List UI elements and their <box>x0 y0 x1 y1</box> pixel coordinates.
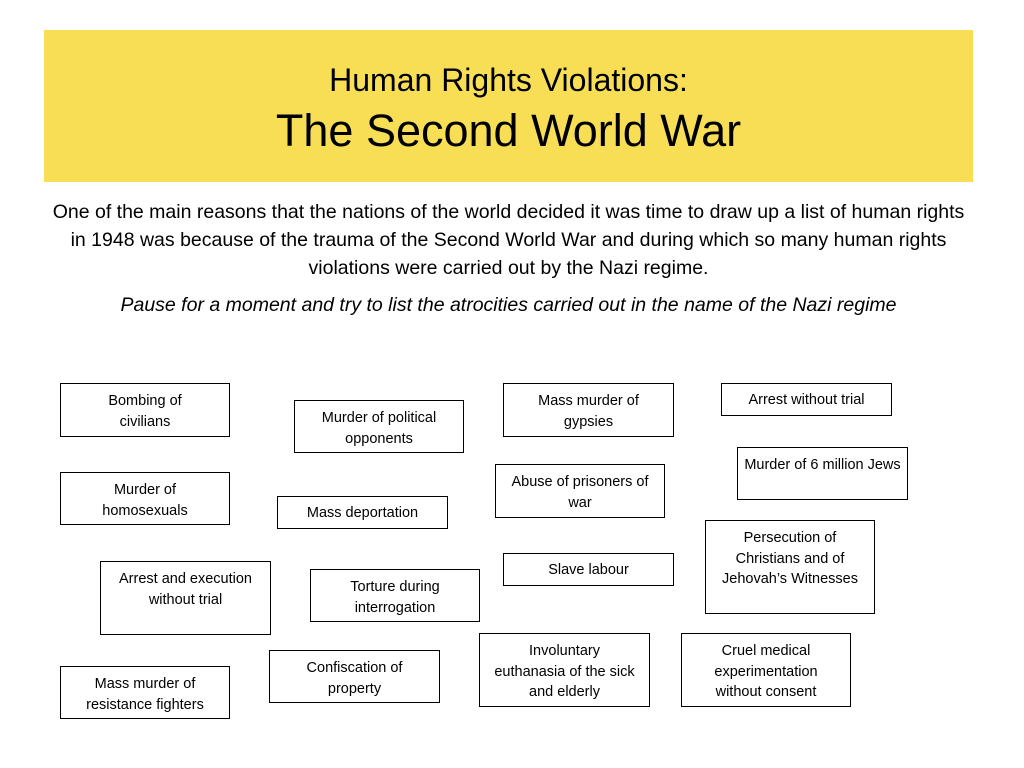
atrocity-confiscation-of-property <box>269 650 440 703</box>
atrocity-label: Abuse of prisoners of war <box>511 474 649 511</box>
atrocity-bombing-of-civilians <box>60 383 230 437</box>
atrocity-label: Involuntary euthanasia of the sick and elderly <box>494 643 635 700</box>
atrocity-mass-murder-of-resistance-fighters <box>60 666 230 719</box>
atrocity-mass-deportation <box>277 496 448 529</box>
atrocity-abuse-of-prisoners-of-war <box>495 464 665 518</box>
atrocity-torture-during-interrogation <box>310 569 480 622</box>
atrocity-label: Mass deportation <box>306 505 419 521</box>
atrocity-label: Slave labour <box>548 562 629 578</box>
atrocity-mass-murder-of-gypsies <box>503 383 674 437</box>
atrocity-label: Bombing of civilians <box>108 393 182 430</box>
page-title-line2: The Second World War <box>275 105 742 156</box>
atrocity-label: Arrest and execution without trial <box>119 571 252 608</box>
atrocity-label: Persecution of Christians and of Jehovah’s Witnesses <box>722 530 858 587</box>
atrocity-label: Murder of homosexuals <box>102 482 188 519</box>
atrocity-label: Mass murder of gypsies <box>538 393 639 430</box>
title-banner <box>44 30 973 182</box>
atrocity-label: Torture during interrogation <box>350 579 440 616</box>
atrocity-arrest-without-trial <box>721 383 892 416</box>
atrocity-label: Murder of 6 million Jews <box>744 457 901 473</box>
atrocity-label: Murder of political opponents <box>321 410 437 447</box>
atrocity-slave-labour <box>503 553 674 586</box>
atrocity-murder-of-6-million-jews <box>737 447 908 500</box>
atrocity-cruel-medical-experimentation <box>681 633 851 707</box>
atrocity-persecution-of-christians-and-jehovahs-witnesses <box>705 520 875 614</box>
atrocity-murder-of-homosexuals <box>60 472 230 525</box>
page-title-line1: Human Rights Violations: <box>329 62 688 98</box>
atrocity-involuntary-euthanasia <box>479 633 650 707</box>
atrocity-label: Confiscation of property <box>306 660 403 697</box>
atrocity-murder-of-political-opponents <box>294 400 464 453</box>
atrocity-label: Cruel medical experimentation without consent <box>714 643 818 700</box>
atrocity-label: Mass murder of resistance fighters <box>86 676 204 713</box>
intro-paragraph: One of the main reasons that the nations of the world decided it was time to draw up a list of human rights in 1948 was because of the trauma of the Second World War and during which so many human rights violations were carried out by the Nazi regime. <box>52 201 965 279</box>
atrocity-label: Arrest without trial <box>748 392 865 408</box>
reflection-prompt: Pause for a moment and try to list the atrocities carried out in the name of the Nazi regime <box>120 294 897 316</box>
atrocity-arrest-and-execution-without-trial <box>100 561 271 635</box>
